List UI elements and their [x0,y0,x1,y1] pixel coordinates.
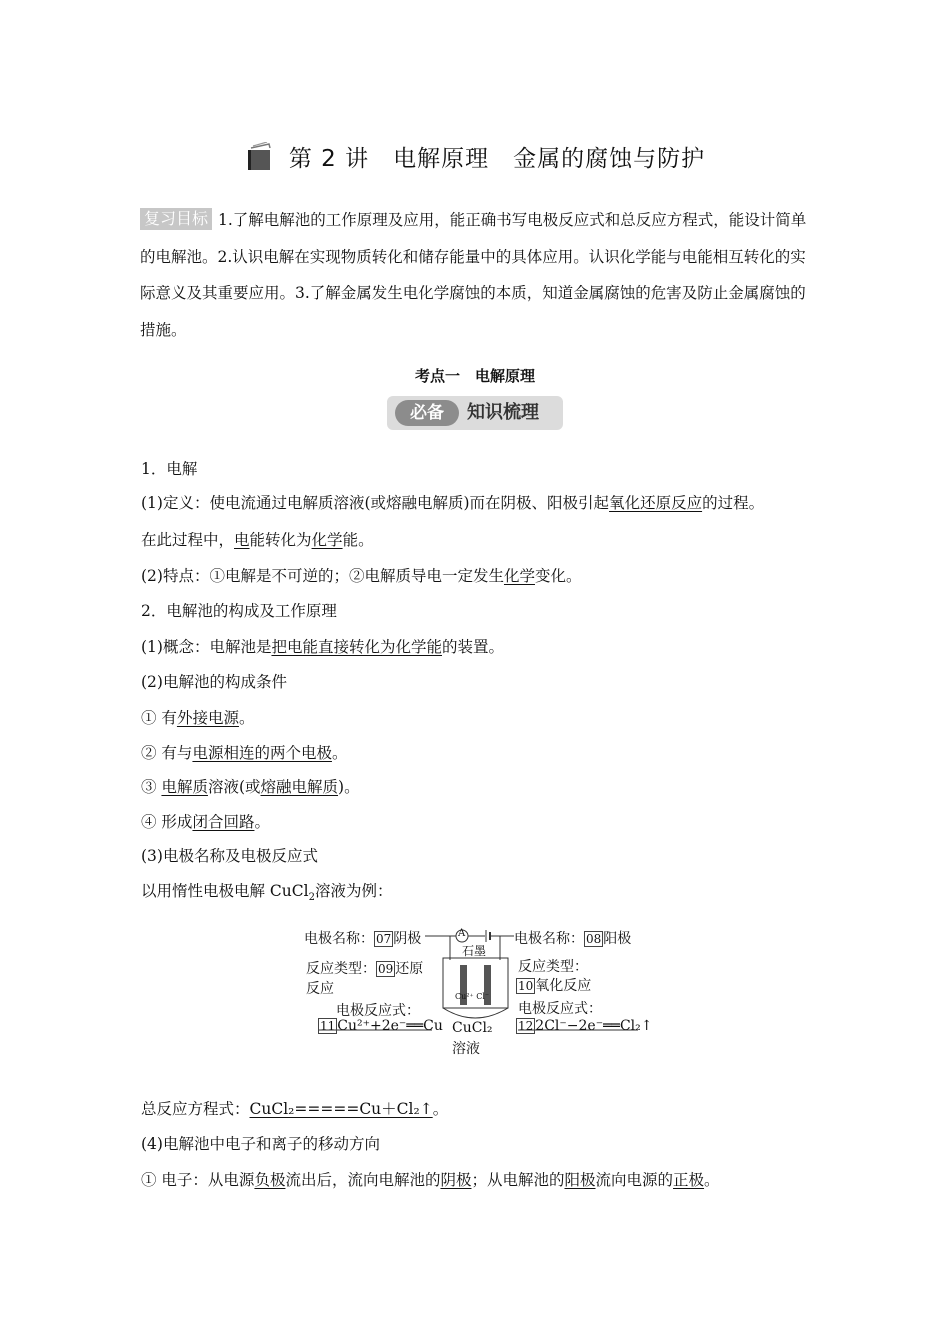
electrolysis-diagram [300,920,653,1060]
left-eq: 11 Cu²⁺+2e⁻══Cu [320,1018,443,1034]
right-eq-label: 电极反应式： [518,1001,602,1017]
ammeter-label: A [458,928,466,939]
conversion-line: 在此过程中，电能转化为化学能。 [141,531,374,549]
review-goals [140,202,812,348]
condition-4: ④ 形成闭合回路。 [141,813,270,831]
feature-line: (2)特点：①电解是不可逆的；②电解质导电一定发生化学变化。 [141,567,582,585]
condition-2: ② 有与电源相连的两个电极。 [141,744,348,762]
solution-label-2: 溶液 [452,1041,480,1057]
section-title: 考点一 电解原理 [414,367,535,385]
example-line: 以用惰性电极电解 CuCl$_2$溶液为例： [141,882,393,904]
knowledge-badge [387,396,563,430]
page-title: 第 2 讲 电解原理 金属的腐蚀与防护 [0,140,950,173]
badge-text: 知识梳理 [467,402,539,423]
left-eq-label: 电极反应式： [336,1003,420,1019]
badge-pill: 必备 [395,400,459,426]
goal-text: 1.了解电解池的工作原理及应用，能正确书写电极反应式和总反应方程式，能设计简单的电解池。2.认识电解在实现物质转化和储存能量中的具体应用。认识化学能与电能相互转化的实际意义及其重要应用。3.了解金属发生电化学腐蚀的本质，知道金属腐蚀的危害及防止金属腐蚀的措施。 [140,211,807,339]
heading-electrolysis: 1．电解 [141,460,198,478]
right-eq: 12 2Cl⁻−2e⁻══Cl₂↑ [518,1018,653,1034]
electron-line: ① 电子：从电源负极流出后，流向电解池的阴极；从电解池的阳极流向电源的正极。 [141,1171,720,1189]
electrode-names-heading: (3)电极名称及电极反应式 [141,847,318,865]
left-type-2: 反应 [306,981,334,997]
book-icon [245,142,273,170]
goal-tag: 复习目标 [140,208,212,230]
conditions-heading: (2)电解池的构成条件 [141,673,287,691]
graphite-label: 石墨 [462,944,487,958]
movement-heading: (4)电解池中电子和离子的移动方向 [141,1135,380,1153]
heading-cell: 2．电解池的构成及工作原理 [141,602,337,620]
concept-line: (1)概念：电解池是把电能直接转化为化学能的装置。 [141,638,504,656]
left-type: 反应类型： 09 还原 [306,961,424,977]
right-name: 电极名称： 08 阳极 [514,931,632,947]
definition-line: (1)定义：使电流通过电解质溶液(或熔融电解质)而在阴极、阳极引起氧化还原反应的过程。 [141,494,765,512]
total-equation: 总反应方程式：CuCl₂=====Cu＋Cl₂↑。 [141,1100,449,1118]
solution-label: CuCl₂ [452,1020,493,1036]
condition-3: ③ 电解质溶液(或熔融电解质)。 [141,778,360,796]
condition-1: ① 有外接电源。 [141,709,255,727]
right-type-val: 10 氧化反应 [518,978,592,994]
right-type: 反应类型： [518,959,588,975]
left-name: 电极名称： 07 阴极 [304,931,422,947]
ions-label: Cu²⁺ Cl⁻ [455,992,490,1001]
